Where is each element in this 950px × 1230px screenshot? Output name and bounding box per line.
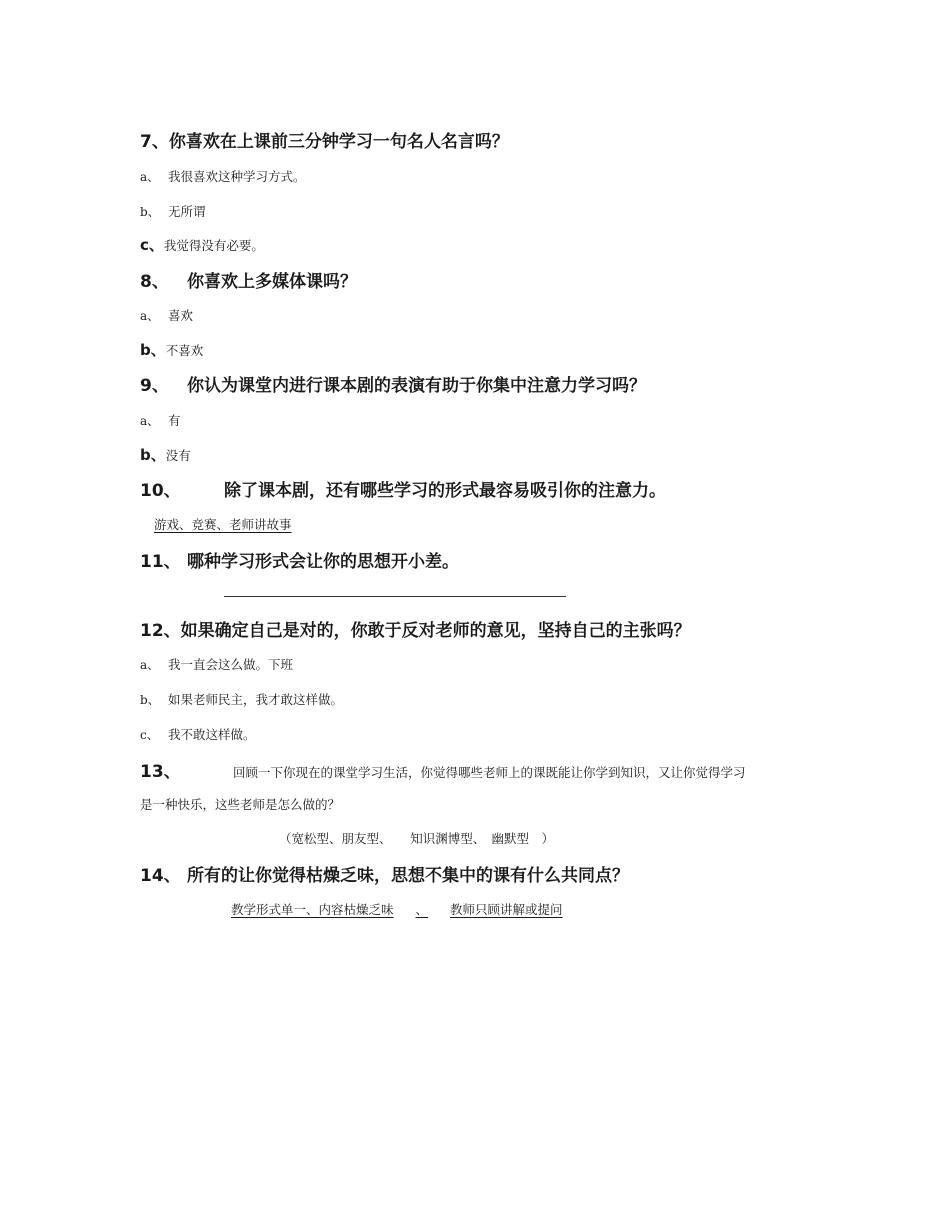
question-text: 哪种学习形式会让你的思想开小差。	[187, 552, 459, 572]
option-7a	[140, 167, 306, 185]
question-text-line1: 回顾一下你现在的课堂学习生活，你觉得哪些老师上的课既能让你学到知识，又让你觉得学习	[233, 765, 746, 780]
question-number: 14、	[140, 866, 181, 886]
option-text: 我觉得没有必要。	[163, 238, 264, 253]
answer-10: 游戏、竞赛、老师讲故事	[154, 517, 292, 532]
option-marker: b、	[140, 693, 160, 707]
question-10	[140, 476, 666, 501]
option-text: 如果老师民主，我才敢这样做。	[168, 692, 344, 707]
question-text: 如果确定自己是对的，你敢于反对老师的意见，坚持自己的主张吗？	[180, 621, 691, 641]
question-9	[140, 371, 646, 396]
option-marker: a、	[140, 658, 160, 672]
question-14	[140, 861, 629, 886]
option-marker: b、	[140, 341, 166, 359]
question-11	[140, 547, 459, 572]
option-8a	[140, 306, 193, 324]
option-12c	[140, 725, 256, 743]
option-7b	[140, 202, 206, 220]
question-text: 你喜欢上多媒体课吗？	[187, 272, 357, 292]
question-text: 所有的让你觉得枯燥乏味，思想不集中的课有什么共同点？	[187, 866, 629, 886]
question-number: 9、	[140, 376, 169, 396]
option-text: 无所谓	[168, 204, 206, 219]
option-7c	[140, 234, 264, 255]
option-marker: c、	[140, 728, 159, 742]
option-text: 不喜欢	[165, 343, 204, 358]
answer-blank-line	[224, 596, 566, 597]
option-marker: a、	[140, 170, 160, 184]
question-8	[140, 267, 357, 292]
answer-14-part2: 教师只顾讲解或提问	[450, 902, 563, 917]
option-marker: c、	[140, 236, 164, 254]
option-text: 我不敢这样做。	[168, 727, 256, 742]
question-number: 11、	[140, 552, 181, 572]
question-13	[140, 757, 746, 782]
question-text: 除了课本剧，还有哪些学习的形式最容易吸引你的注意力。	[224, 481, 666, 501]
option-marker: a、	[140, 414, 160, 428]
option-marker: b、	[140, 205, 160, 219]
option-marker: b、	[140, 446, 166, 464]
answer-13: （宽松型、朋友型、 知识渊博型、 幽默型 ）	[279, 831, 555, 846]
question-number: 13、	[140, 762, 181, 782]
option-marker: a、	[140, 309, 160, 323]
option-text: 我一直会这么做。下班	[168, 657, 294, 672]
question-12	[140, 616, 691, 641]
option-9b	[140, 444, 191, 465]
option-12a	[140, 655, 293, 673]
option-12b	[140, 690, 343, 708]
answer-14	[231, 900, 563, 918]
answer-14-separator: 、	[415, 902, 429, 917]
question-number: 7、	[140, 132, 169, 152]
answer-14-part1: 教学形式单一、内容枯燥乏味	[231, 902, 394, 917]
question-number: 10、	[140, 481, 181, 501]
question-text: 你认为课堂内进行课本剧的表演有助于你集中注意力学习吗？	[187, 376, 646, 396]
option-text: 喜欢	[168, 308, 194, 323]
question-text: 你喜欢在上课前三分钟学习一句名人名言吗？	[168, 132, 509, 152]
option-text: 没有	[165, 448, 191, 463]
option-text: 我很喜欢这种学习方式。	[168, 169, 306, 184]
question-13-line2: 是一种快乐，这些老师是怎么做的？	[140, 797, 341, 812]
option-8b	[140, 339, 203, 360]
option-text: 有	[168, 413, 181, 428]
question-number: 12、	[140, 621, 181, 641]
question-7	[140, 127, 509, 152]
option-9a	[140, 411, 181, 429]
question-number: 8、	[140, 272, 169, 292]
